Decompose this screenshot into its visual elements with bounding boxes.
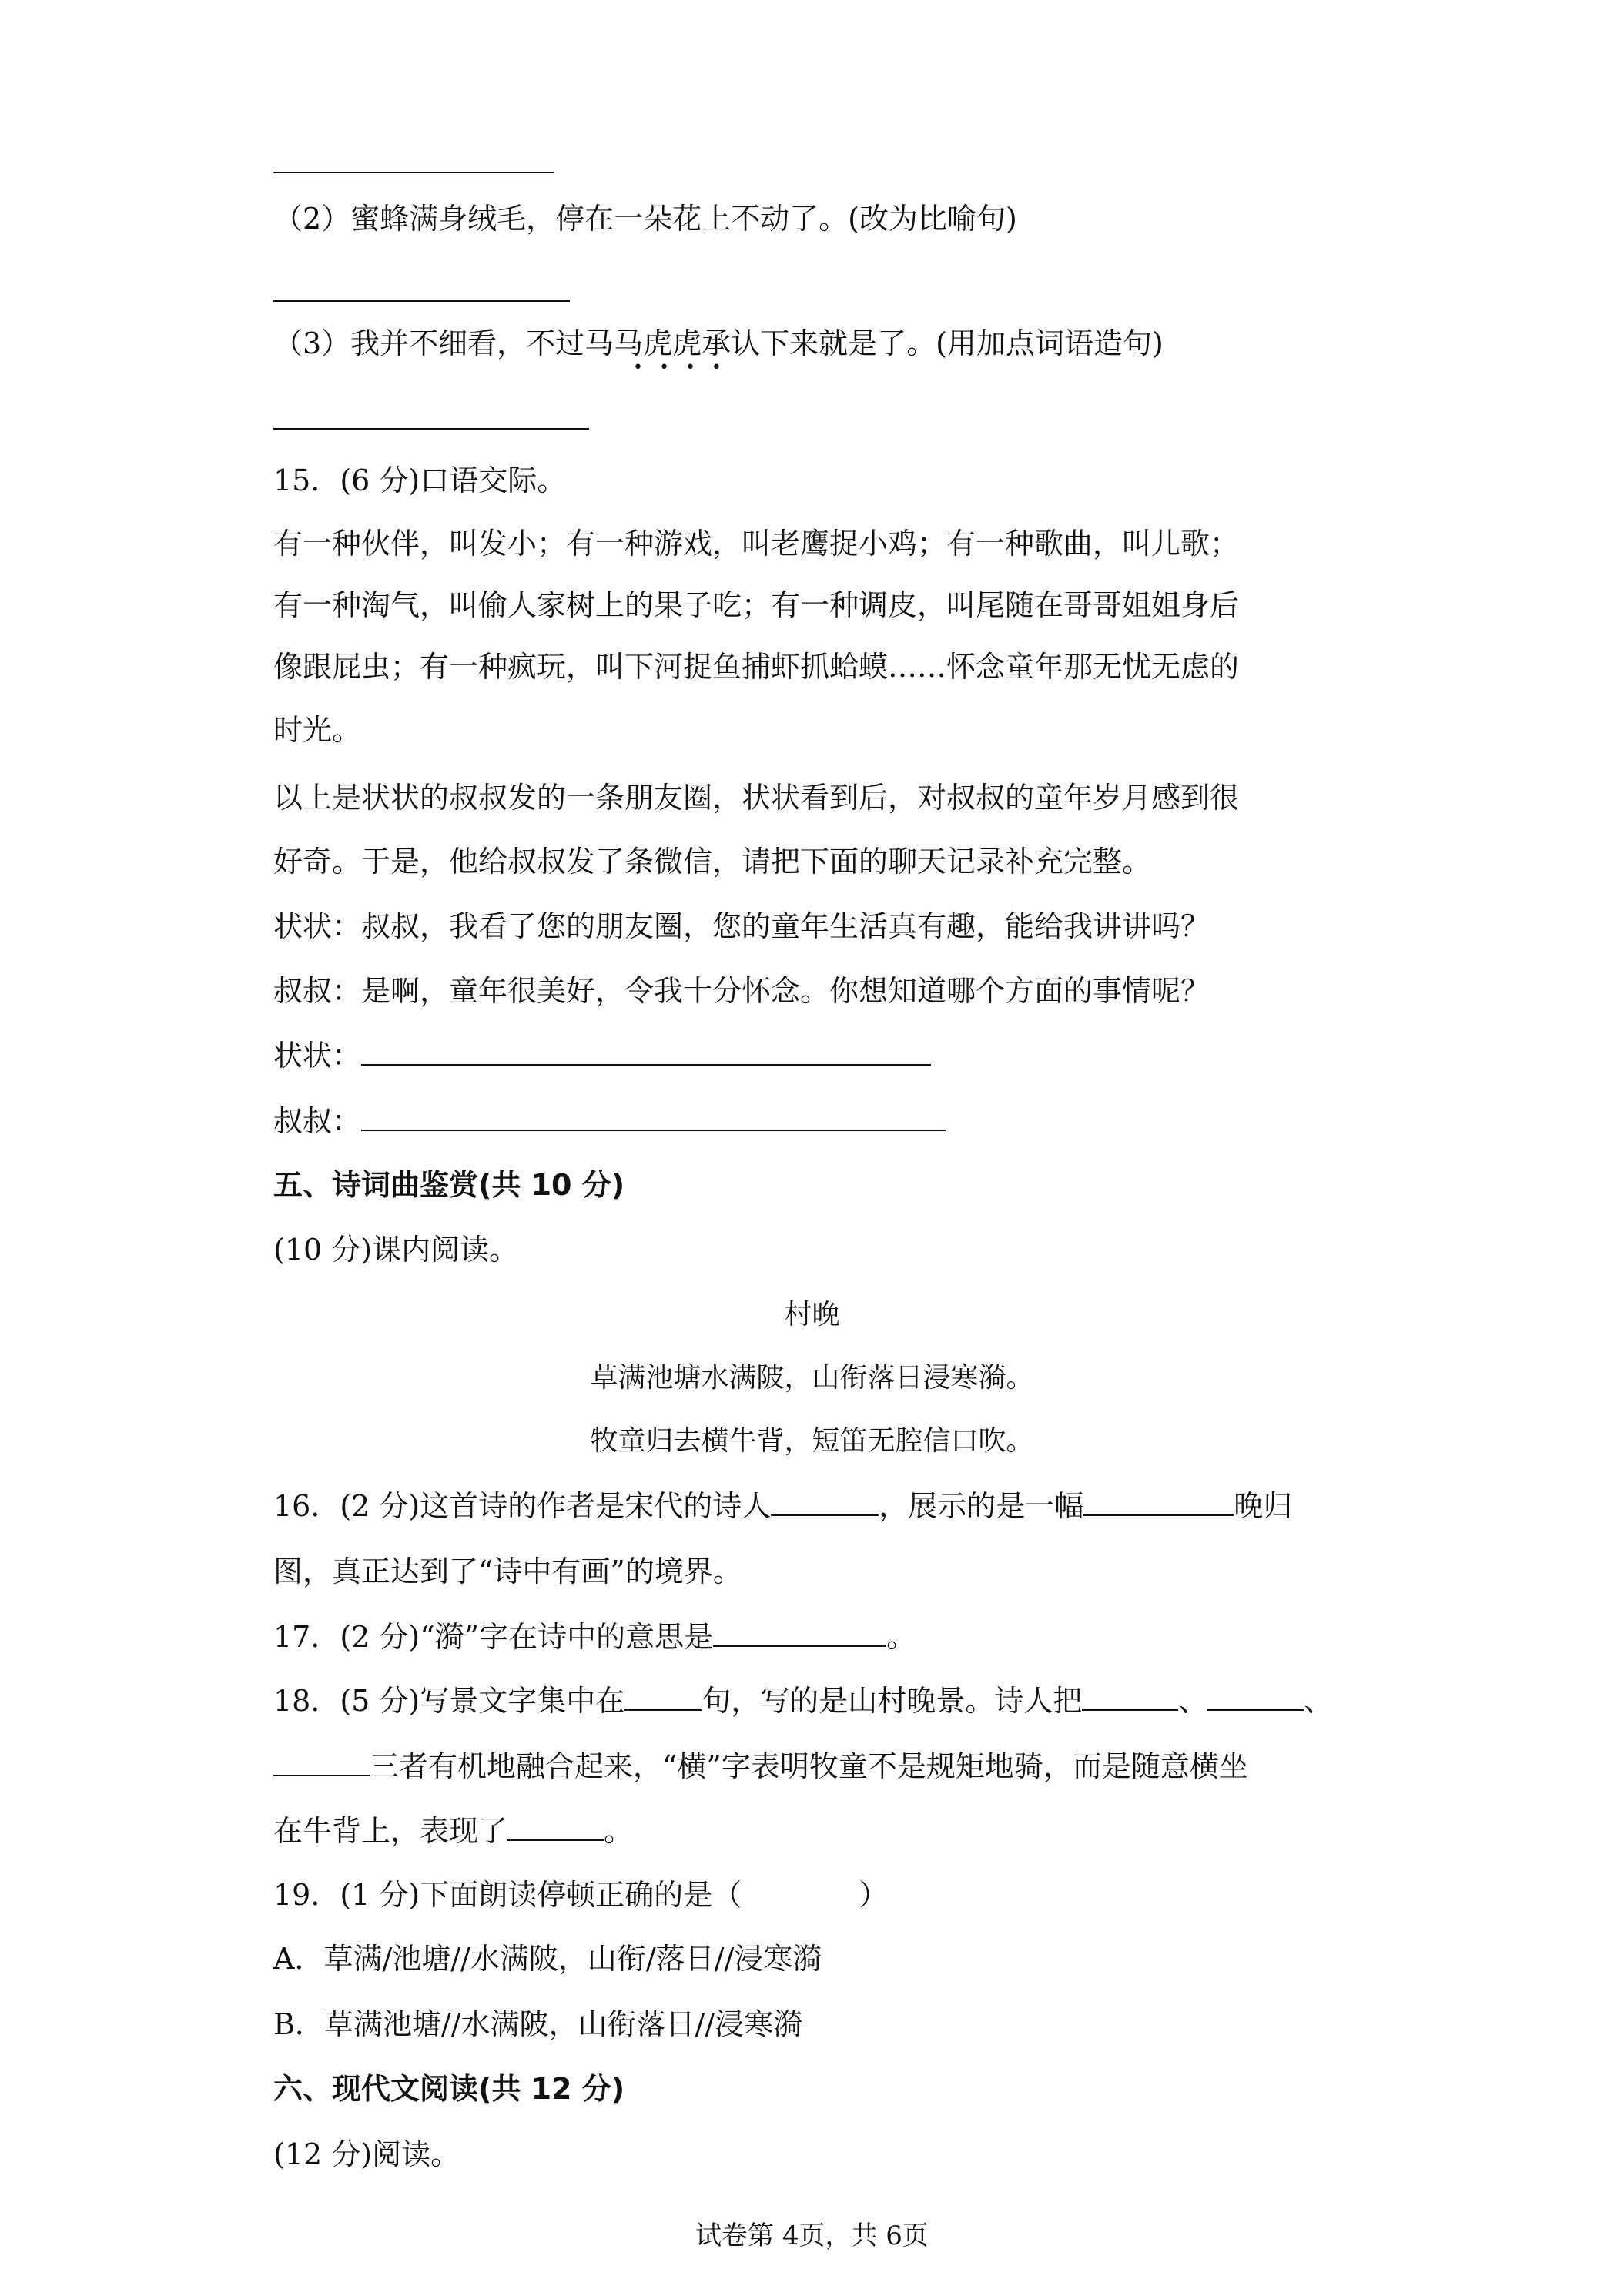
q15-para1-line2: 有一种淘气，叫偷人家树上的果子吃；有一种调皮，叫尾随在哥哥姐姐身后 (273, 588, 1240, 622)
answer-blank-dialogue-1 (361, 1036, 931, 1066)
q15-para1-line3: 像跟屁虫；有一种疯玩，叫下河捉鱼捕虾抓蛤蟆……怀念童年那无忧无虑的 (273, 650, 1240, 684)
q16-text-b: ，展示的是一幅 (879, 1489, 1084, 1523)
answer-blank-q18-1 (624, 1682, 702, 1711)
q19-option-a: A．草满/池塘//水满陂，山衔/落日//浸寒漪 (273, 1942, 822, 1976)
q17-text-b: 。 (886, 1620, 916, 1654)
dialogue-speaker-uncle: 叔叔： (273, 1104, 362, 1138)
q15-title: 15．(6 分)口语交际。 (273, 464, 567, 497)
q15-para2-line2: 好奇。于是，他给叔叔发了条微信，请把下面的聊天记录补充完整。 (273, 845, 1152, 879)
q18-line-2 (273, 1746, 1248, 1786)
answer-line-q14-1 (273, 172, 554, 173)
page-footer: 试卷第 4页，共 6页 (695, 2221, 929, 2251)
answer-blank-q18-4 (273, 1747, 370, 1776)
q16-line-2: 图，真正达到了“诗中有画”的境界。 (273, 1555, 742, 1588)
emphasis-dots: •••• (633, 358, 738, 377)
answer-blank-q17 (713, 1618, 886, 1647)
q16-text-a: 16．(2 分)这首诗的作者是宋代的诗人 (273, 1489, 772, 1523)
poem-title: 村晚 (784, 1299, 840, 1330)
q18-line-3 (273, 1811, 633, 1851)
dialogue-speaker-zhuangzhuang: 状状： (273, 1039, 362, 1073)
q18-text-a: 18．(5 分)写景文字集中在 (273, 1684, 625, 1718)
q18-text-g: 。 (604, 1814, 634, 1848)
section-5-intro: (10 分)课内阅读。 (273, 1233, 519, 1267)
dialogue-line-4 (273, 1101, 946, 1141)
q16-line-1 (273, 1486, 1292, 1526)
q14-item-3: （3）我并不细看，不过马马虎虎承认下来就是了。(用加点词语造句) (273, 326, 1164, 360)
dialogue-line-1: 状状：叔叔，我看了您的朋友圈，您的童年生活真有趣，能给我讲讲吗？ (273, 909, 1210, 943)
q16-text-c: 晚归 (1234, 1489, 1293, 1523)
q18-text-d: 、 (1304, 1684, 1334, 1718)
q17-line (273, 1617, 916, 1657)
answer-blank-q18-5 (507, 1812, 604, 1841)
answer-blank-q16-scene (1083, 1487, 1234, 1516)
q15-para1-line1: 有一种伙伴，叫发小；有一种游戏，叫老鹰捉小鸡；有一种歌曲，叫儿歌； (273, 527, 1240, 561)
answer-blank-q16-author (771, 1487, 879, 1516)
q17-text-a: 17．(2 分)“漪”字在诗中的意思是 (273, 1620, 714, 1654)
section-6-intro: (12 分)阅读。 (273, 2137, 460, 2171)
q18-text-b: 句，写的是山村晚景。诗人把 (702, 1684, 1083, 1718)
q18-line-1 (273, 1681, 1333, 1721)
section-6-heading: 六、现代文阅读(共 12 分) (273, 2072, 625, 2106)
q19-option-b: B．草满池塘//水满陂，山衔落日//浸寒漪 (273, 2007, 803, 2041)
poem-line-1: 草满池塘水满陂，山衔落日浸寒漪。 (590, 1362, 1034, 1394)
q18-text-e: 三者有机地融合起来，“横”字表明牧童不是规矩地骑，而是随意横坐 (370, 1749, 1248, 1783)
answer-blank-q18-2 (1082, 1682, 1178, 1711)
q18-text-f: 在牛背上，表现了 (273, 1814, 508, 1848)
q19-stem: 19．(1 分)下面朗读停顿正确的是（ ） (273, 1878, 889, 1912)
poem-line-2: 牧童归去横牛背，短笛无腔信口吹。 (590, 1425, 1034, 1457)
answer-line-q14-2 (273, 300, 570, 302)
answer-line-q14-3 (273, 428, 589, 430)
q15-para1-line4: 时光。 (273, 713, 362, 747)
q18-text-c: 、 (1178, 1684, 1208, 1718)
dialogue-line-2: 叔叔：是啊，童年很美好，令我十分怀念。你想知道哪个方面的事情呢？ (273, 974, 1210, 1008)
answer-blank-dialogue-2 (361, 1102, 946, 1131)
dialogue-line-3 (273, 1036, 931, 1076)
answer-blank-q18-3 (1207, 1682, 1304, 1711)
q15-para2-line1: 以上是状状的叔叔发的一条朋友圈，状状看到后，对叔叔的童年岁月感到很 (273, 781, 1240, 815)
q14-item-2: （2）蜜蜂满身绒毛，停在一朵花上不动了。(改为比喻句) (273, 202, 1017, 236)
section-5-heading: 五、诗词曲鉴赏(共 10 分) (273, 1168, 625, 1202)
